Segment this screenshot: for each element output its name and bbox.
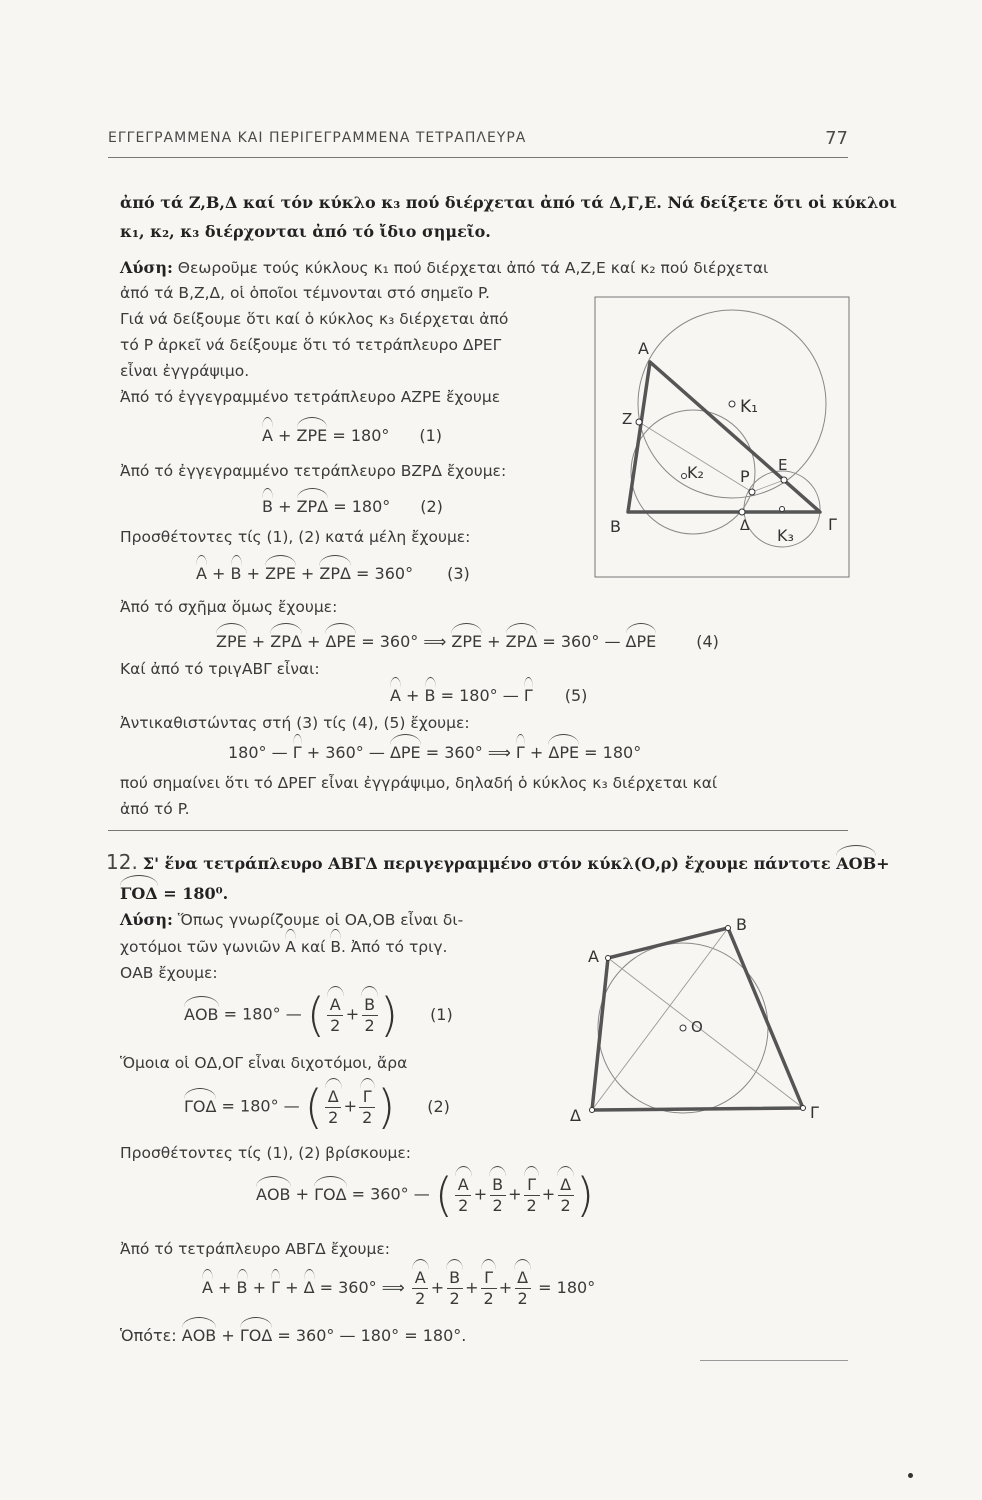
op: + xyxy=(216,1326,240,1345)
angle-g: Γ xyxy=(524,1175,539,1195)
angle-aob: ΑΟΒ xyxy=(836,854,877,873)
solution-label: Λύση: xyxy=(120,910,173,929)
angle-b: Β xyxy=(446,1268,463,1288)
angle-g: Γ xyxy=(523,686,533,705)
eq-mid: = 360° ⟹ xyxy=(314,1278,410,1297)
denominator: 2 xyxy=(558,1195,574,1216)
angle-a: Α xyxy=(285,938,296,956)
eq-part: = 360° ⟹ xyxy=(420,743,516,762)
triangle-abg xyxy=(628,362,820,512)
eq-number: (5) xyxy=(564,686,588,705)
p12-equation-1 xyxy=(184,988,453,1042)
eq-number: (1) xyxy=(430,1004,453,1024)
angle-b: Β xyxy=(236,1278,248,1297)
angle-a: Α xyxy=(390,686,401,705)
angle-zpe: ΖΡΕ xyxy=(451,632,483,651)
fraction xyxy=(514,1268,531,1309)
text: καί xyxy=(295,938,331,956)
p12-statement-line1 xyxy=(106,850,890,874)
p12-s2 xyxy=(120,938,447,956)
angle-d: Δ xyxy=(325,1087,342,1107)
op: + xyxy=(301,632,326,651)
angle-g: Γ xyxy=(515,743,525,762)
eq-rhs: = 180° xyxy=(327,426,390,445)
eq-part: + 360° — xyxy=(301,743,390,762)
angle-g: Γ xyxy=(481,1268,496,1288)
p12-s5: Προσθέτοντες τίς (1), (2) βρίσκουμε: xyxy=(120,1144,412,1162)
op: + xyxy=(280,1278,304,1297)
fraction xyxy=(325,1087,342,1128)
angle-a: Α xyxy=(202,1278,213,1297)
angle-a: Α xyxy=(412,1268,429,1288)
eq-rhs: = 180° — xyxy=(435,686,524,705)
p11-equation-3 xyxy=(196,564,470,583)
angle-dpe: ΔΡΕ xyxy=(389,743,421,762)
eq-rhs: = 360° xyxy=(350,564,414,583)
angle-dpe: ΔΡΕ xyxy=(625,632,657,651)
denominator: 2 xyxy=(362,1015,378,1036)
label-k2: K₂ xyxy=(687,463,704,482)
op: + xyxy=(508,1184,522,1204)
p11-solution-line1 xyxy=(120,258,768,277)
running-header xyxy=(108,128,848,149)
eq-mid: = 360° — xyxy=(346,1184,435,1204)
p11-s2: ἀπό τά Β,Ζ,Δ, οἱ ὁποῖοι τέμνονται στό σημεῖο P. xyxy=(120,284,490,302)
eq-number: (2) xyxy=(420,497,443,516)
label-a: Α xyxy=(588,947,599,966)
op: + xyxy=(246,632,271,651)
section-rule xyxy=(108,830,848,831)
angle-god: ΓΟΔ xyxy=(184,1096,217,1116)
angle-g: Γ xyxy=(271,1278,281,1297)
segment-pe xyxy=(752,480,784,492)
denominator: 2 xyxy=(325,1107,341,1128)
label-k1: K₁ xyxy=(740,397,758,417)
angle-zpd: ΖΡΔ xyxy=(296,497,329,516)
label-g: Γ xyxy=(810,1103,819,1122)
angle-d: Δ xyxy=(514,1268,531,1288)
p11-equation-4 xyxy=(216,632,719,651)
left-paren: ( xyxy=(306,988,325,1042)
header-rule xyxy=(108,157,848,158)
point-d xyxy=(590,1108,595,1113)
angle-dpe: ΔΡΕ xyxy=(548,743,580,762)
op: + xyxy=(272,497,297,516)
p11-s11: Ἀντικαθιστώντας στή (3) τίς (4), (5) ἔχουμε: xyxy=(120,714,470,732)
point-g xyxy=(801,1106,806,1111)
angle-a: Α xyxy=(262,426,273,445)
angle-g: Γ xyxy=(292,743,302,762)
p12-stmt-rhs: = 180⁰. xyxy=(157,884,229,903)
text: Ὁπότε: xyxy=(120,1326,182,1345)
denominator: 2 xyxy=(412,1288,428,1309)
point-z xyxy=(636,419,642,425)
angle-a: Α xyxy=(455,1175,472,1195)
angle-god: ΓΟΔ xyxy=(314,1184,347,1204)
figure-tangential-quadrilateral xyxy=(540,908,836,1134)
angle-dpe: ΔΡΕ xyxy=(325,632,357,651)
problem-number: 12. xyxy=(106,850,138,874)
left-paren: ( xyxy=(304,1080,323,1134)
angle-b: Β xyxy=(424,686,436,705)
eq-number: (2) xyxy=(427,1096,450,1116)
fraction xyxy=(412,1268,429,1309)
denominator: 2 xyxy=(447,1288,463,1309)
eq-part: = 180° xyxy=(579,743,642,762)
label-a: Α xyxy=(638,339,649,358)
p11-s1: Θεωροῦμε τούς κύκλους κ₁ πού διέρχεται ἀπό τά Α,Ζ,Ε καί κ₂ πού διέρχεται xyxy=(177,259,769,277)
op: + xyxy=(290,1184,315,1204)
eq-part: + xyxy=(524,743,549,762)
center-k2 xyxy=(682,474,687,479)
fraction xyxy=(359,1087,375,1128)
bisector-ag xyxy=(608,958,803,1108)
fraction xyxy=(327,995,344,1036)
p11-s9: Ἀπό τό σχῆμα ὅμως ἔχουμε: xyxy=(120,598,338,616)
denominator: 2 xyxy=(455,1195,471,1216)
p12-stmt-text: Σ' ἕνα τετράπλευρο ΑΒΓΔ περιγεγραμμένο στόν κύκλ(Ο,ρ) ἔχουμε πάντοτε xyxy=(142,854,837,873)
p12-equation-3 xyxy=(256,1168,595,1222)
p12-equation-4 xyxy=(202,1268,595,1309)
angle-zpe: ΖΡΕ xyxy=(265,564,296,583)
op: + xyxy=(430,1278,445,1297)
point-e xyxy=(781,477,787,483)
denominator: 2 xyxy=(524,1195,540,1216)
p12-conclusion xyxy=(120,1326,466,1345)
eq-number: (3) xyxy=(447,564,470,583)
fraction xyxy=(524,1175,540,1216)
angle-b: Β xyxy=(230,564,242,583)
center-k3 xyxy=(780,507,785,512)
p11-s5: εἶναι ἐγγράψιμο. xyxy=(120,362,250,380)
header-title: ΕΓΓΕΓΡΑΜΜΕΝΑ ΚΑΙ ΠΕΡΙΓΕΓΡΑΜΜΕΝΑ ΤΕΤΡΑΠΛΕΥΡΑ xyxy=(108,130,527,146)
denominator: 2 xyxy=(359,1107,375,1128)
p11-statement-line1: ἀπό τά Z,B,Δ καί τόν κύκλο κ₃ πού διέρχεται ἀπό τά Δ,Γ,Ε. Νά δείξετε ὅτι οἱ κύκλοι xyxy=(120,193,897,212)
label-p: P xyxy=(740,467,750,486)
angle-b: Β xyxy=(262,497,273,516)
bottom-mark xyxy=(700,1360,848,1361)
figure-triangle-circles xyxy=(594,296,850,578)
op: + xyxy=(247,1278,272,1297)
p12-s6: Ἀπό τό τετράπλευρο ΑΒΓΔ ἔχουμε: xyxy=(120,1240,390,1258)
text: = 360° — 180° = 180°. xyxy=(272,1326,467,1345)
op: + xyxy=(482,632,506,651)
op: + xyxy=(498,1278,513,1297)
denominator: 2 xyxy=(515,1288,531,1309)
angle-a: Α xyxy=(196,564,207,583)
angle-god: ΓΟΔ xyxy=(239,1326,273,1345)
right-paren: ) xyxy=(380,988,399,1042)
eq-rhs: = 180° xyxy=(533,1278,596,1297)
eq-number: (4) xyxy=(696,632,719,651)
angle-zpd: ΖΡΔ xyxy=(319,564,351,583)
p11-equation-6 xyxy=(228,743,641,762)
stray-mark xyxy=(908,1473,913,1478)
op: + xyxy=(212,1278,237,1297)
denominator: 2 xyxy=(327,1015,343,1036)
op: + xyxy=(473,1184,488,1204)
p12-statement-line2 xyxy=(120,884,228,903)
point-d xyxy=(739,509,745,515)
eq-part: 180° — xyxy=(228,743,293,762)
right-paren: ) xyxy=(576,1168,595,1222)
p11-s10: Καί ἀπό τό τριγΑΒΓ εἶναι: xyxy=(120,660,320,678)
op: + xyxy=(465,1278,479,1297)
p11-equation-2 xyxy=(262,497,443,516)
label-b: Β xyxy=(736,915,747,934)
label-k3: K₃ xyxy=(777,526,794,545)
label-d: Δ xyxy=(740,518,750,534)
denominator: 2 xyxy=(490,1195,506,1216)
angle-aob: ΑΟΒ xyxy=(184,1004,219,1024)
p11-s7: Ἀπό τό ἐγγεγραμμένο τετράπλευρο ΒΖΡΔ ἔχουμε: xyxy=(120,462,507,480)
p11-s8: Προσθέτοντες τίς (1), (2) κατά μέλη ἔχουμε: xyxy=(120,528,471,546)
left-paren: ( xyxy=(434,1168,453,1222)
text: . Ἀπό τό τριγ. xyxy=(341,938,448,956)
angle-a: Α xyxy=(327,995,344,1015)
op: + xyxy=(206,564,231,583)
right-paren: ) xyxy=(377,1080,396,1134)
angle-zpe: ΖΡΕ xyxy=(216,632,247,651)
fraction xyxy=(489,1175,506,1216)
p11-s13: ἀπό τό P. xyxy=(120,800,190,818)
p12-stmt-plus: + xyxy=(876,854,890,873)
fraction xyxy=(446,1268,463,1309)
p12-solution-line1 xyxy=(120,910,463,929)
p12-s3: ΟΑΒ ἔχουμε: xyxy=(120,964,218,982)
p11-s3: Γιά νά δείξουμε ὅτι καί ὁ κύκλος κ₃ διέρχεται ἀπό xyxy=(120,310,509,328)
angle-b: Β xyxy=(330,938,341,956)
p11-equation-5 xyxy=(390,686,587,705)
angle-zpe: ΖΡΕ xyxy=(296,426,328,445)
op: + xyxy=(241,564,266,583)
eq-mid: = 360° — xyxy=(537,632,626,651)
p11-s12: πού σημαίνει ὅτι τό ΔΡΕΓ εἶναι ἐγγράψιμο, δηλαδή ὁ κύκλος κ₃ διέρχεται καί xyxy=(120,774,718,792)
p12-s1: Ὅπως γνωρίζουμε οἱ ΟΑ,ΟΒ εἶναι δι- xyxy=(177,911,464,929)
fraction xyxy=(557,1175,574,1216)
angle-zpd: ΖΡΔ xyxy=(505,632,538,651)
p11-statement-line2: κ₁, κ₂, κ₃ διέρχονται ἀπό τό ἴδιο σημεῖο. xyxy=(120,222,491,241)
op: + xyxy=(343,1096,358,1116)
center-k1 xyxy=(729,401,735,407)
p11-equation-1 xyxy=(262,426,442,445)
op: + xyxy=(295,564,320,583)
eq-rhs: = 180° xyxy=(328,497,391,516)
p11-s4: τό P ἀρκεῖ νά δείξουμε ὅτι τό τετράπλευρο ΔΡΕΓ xyxy=(120,336,502,354)
label-b: Β xyxy=(610,517,621,536)
solution-label: Λύση: xyxy=(120,258,173,277)
eq-mid: = 180° — xyxy=(218,1004,307,1024)
angle-b: Β xyxy=(361,995,378,1015)
op: + xyxy=(272,426,297,445)
text: χοτόμοι τῶν γωνιῶν xyxy=(120,938,286,956)
angle-aob: ΑΟΒ xyxy=(181,1326,217,1345)
angle-b: Β xyxy=(489,1175,506,1195)
eq-mid: = 180° — xyxy=(216,1096,305,1116)
angle-aob: ΑΟΒ xyxy=(256,1184,291,1204)
point-b xyxy=(726,926,731,931)
denominator: 2 xyxy=(481,1288,497,1309)
p12-s4: Ὅμοια οἱ ΟΔ,ΟΓ εἶναι διχοτόμοι, ἄρα xyxy=(120,1054,408,1072)
angle-g: Γ xyxy=(360,1087,375,1107)
eq-mid: = 360° ⟹ xyxy=(356,632,452,651)
label-z: Z xyxy=(622,410,633,428)
fraction xyxy=(455,1175,472,1216)
label-g: Γ xyxy=(828,515,837,534)
figure-frame xyxy=(595,297,849,577)
label-e: Ε xyxy=(778,456,788,474)
point-a xyxy=(606,956,611,961)
p11-s6: Ἀπό τό ἐγγεγραμμένο τετράπλευρο ΑΖΡΕ ἔχουμε xyxy=(120,388,501,406)
op: + xyxy=(541,1184,556,1204)
angle-d: Δ xyxy=(303,1278,315,1297)
angle-d: Δ xyxy=(557,1175,574,1195)
op: + xyxy=(345,1004,360,1024)
label-d: Δ xyxy=(570,1106,581,1125)
center-o xyxy=(680,1025,686,1031)
point-p xyxy=(749,489,755,495)
label-o: Ο xyxy=(691,1018,703,1036)
eq-number: (1) xyxy=(419,426,443,445)
op: + xyxy=(400,686,425,705)
p12-equation-2 xyxy=(184,1080,450,1134)
angle-god: ΓΟΔ xyxy=(120,884,158,903)
fraction xyxy=(361,995,378,1036)
angle-zpd: ΖΡΔ xyxy=(270,632,302,651)
fraction xyxy=(481,1268,497,1309)
page-number: 77 xyxy=(825,128,848,149)
